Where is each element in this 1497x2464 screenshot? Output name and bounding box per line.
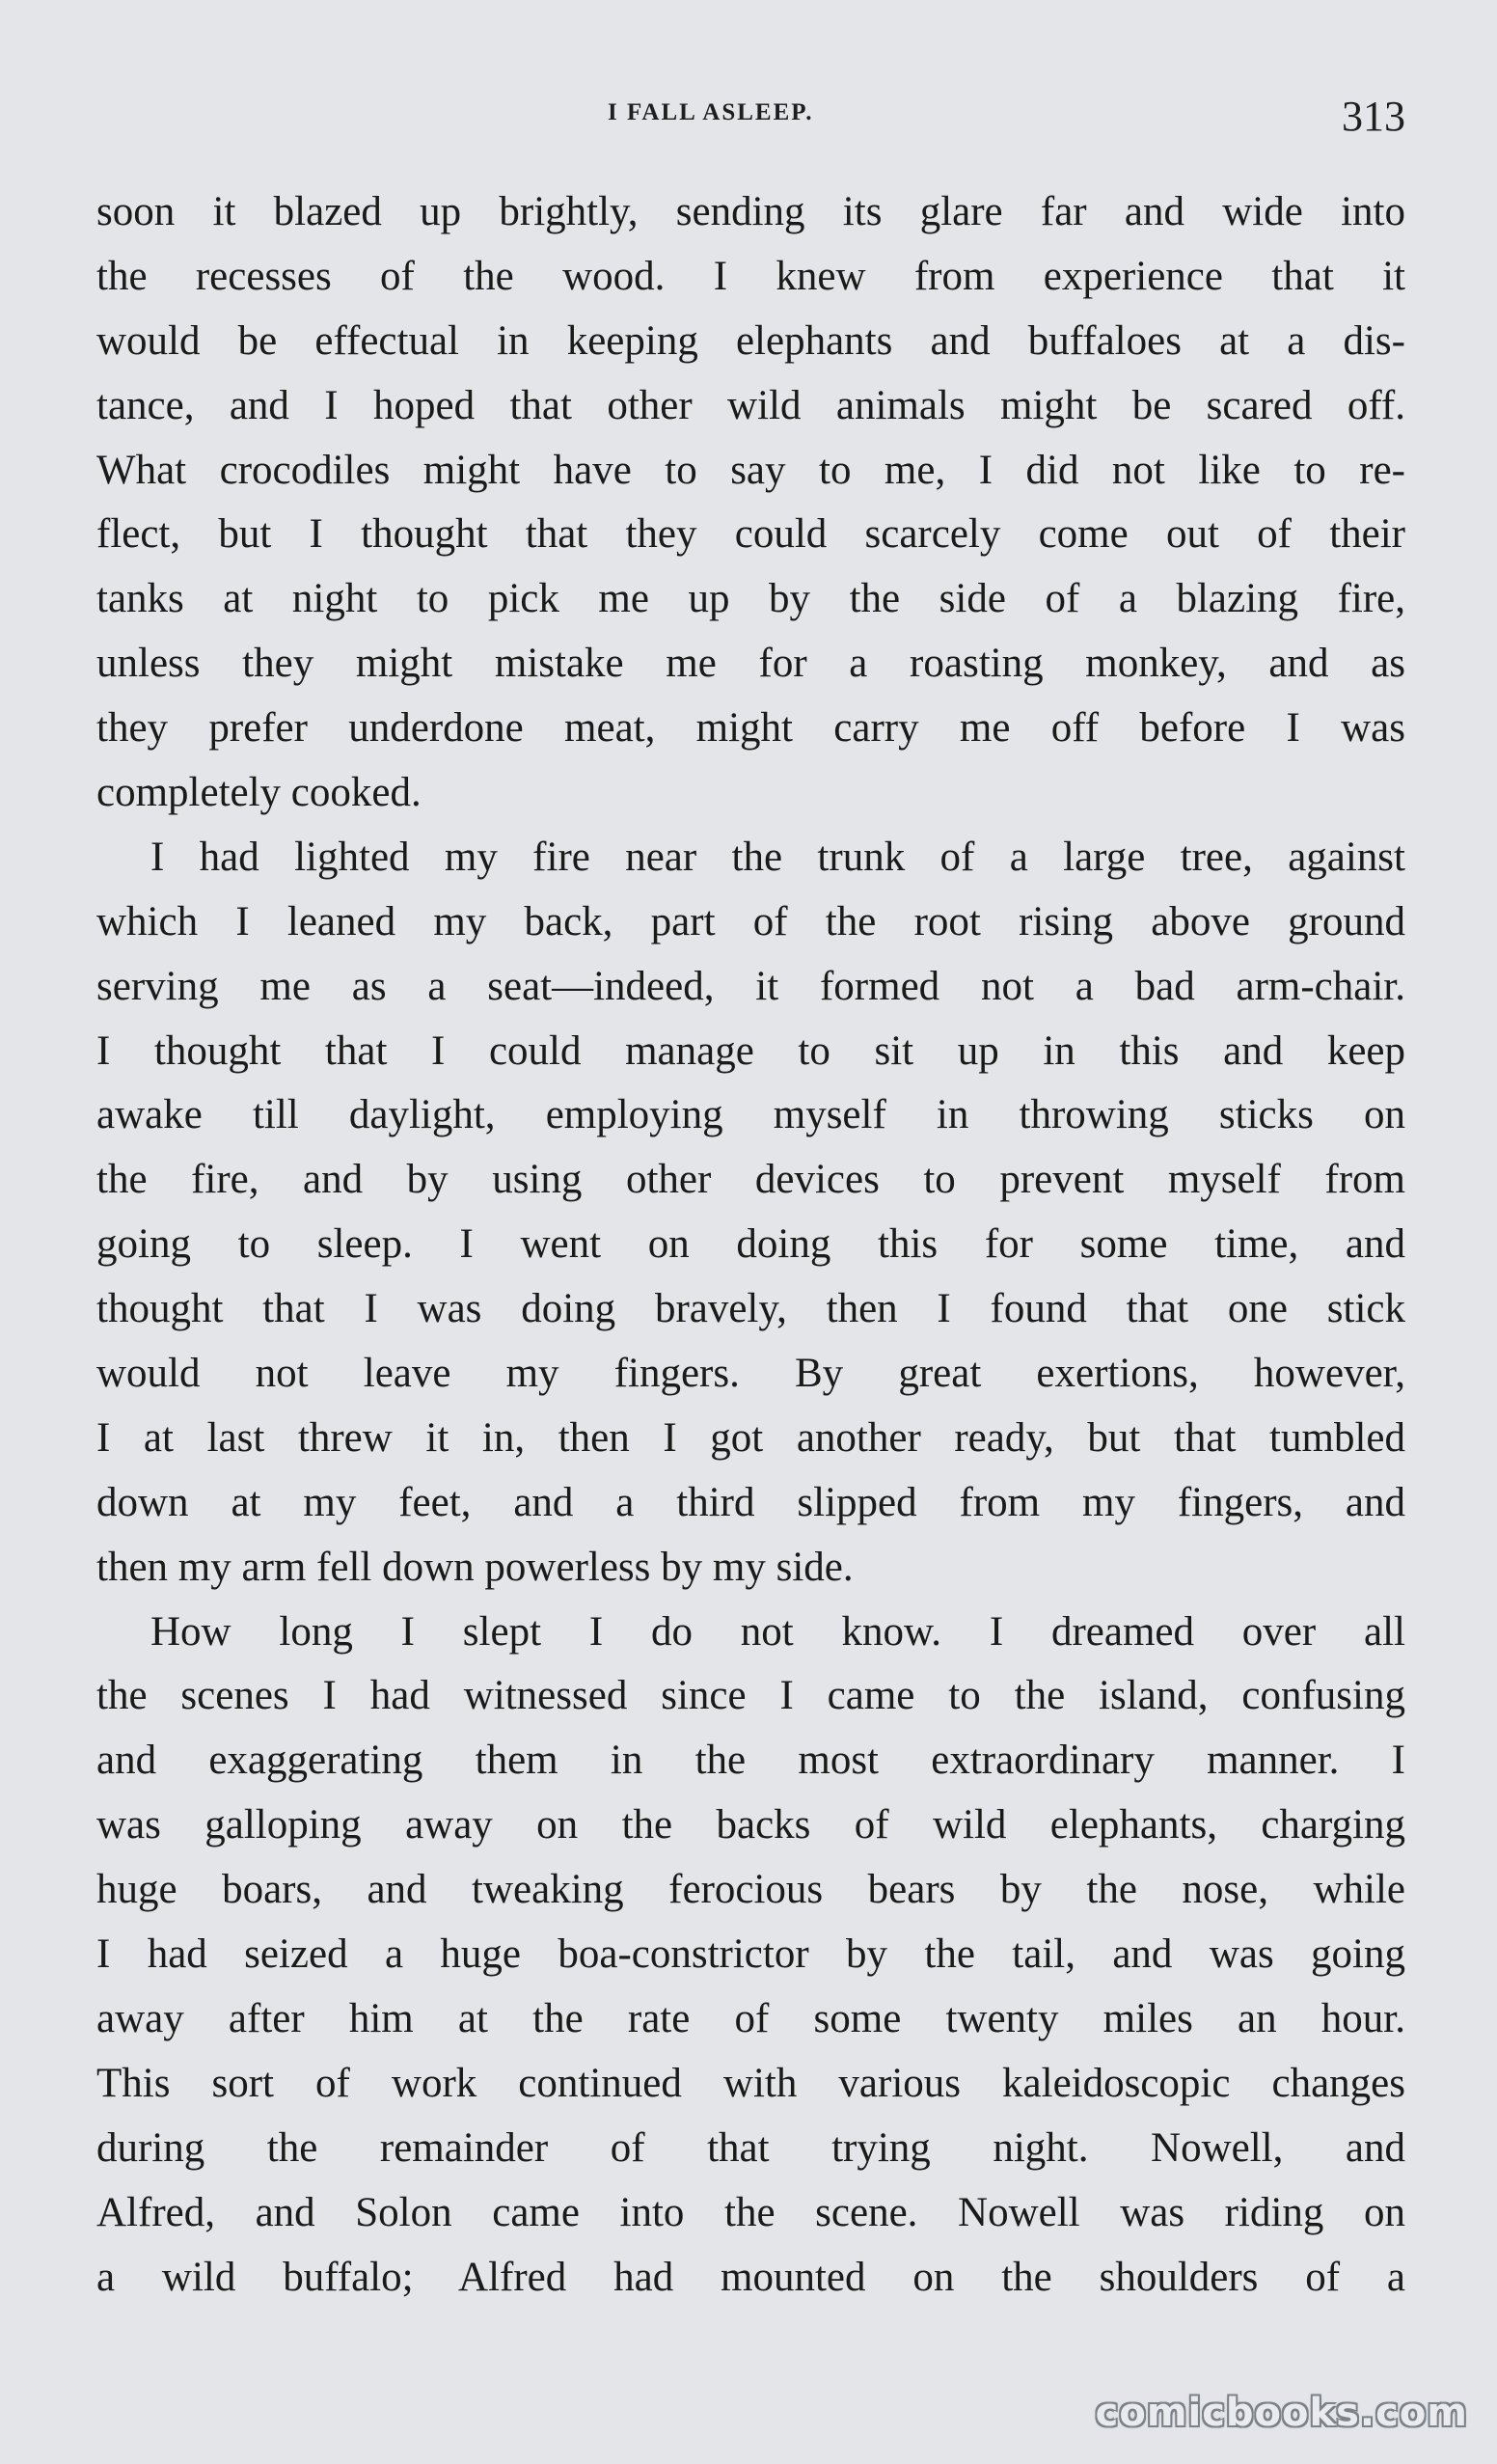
text-line: would not leave my fingers. By great exertions, however,: [96, 1351, 1405, 1397]
text-line: huge boars, and tweaking ferocious bears by the nose, while: [96, 1867, 1405, 1913]
text-line: they prefer underdone meat, might carry me off before I was: [96, 705, 1405, 752]
paragraph-end-line: then my arm fell down powerless by my side.: [96, 1544, 854, 1590]
paragraph-start-line: I had lighted my fire near the trunk of a large tree, against: [150, 834, 1405, 880]
watermark: comicbooks.com: [1095, 2391, 1468, 2435]
text-line: which I leaned my back, part of the root rising above ground: [96, 898, 1405, 945]
text-line: soon it blazed up brightly, sending its glare far and wide into: [96, 189, 1405, 234]
text-line: I at last threw it in, then I got another ready, but that tumbled: [96, 1414, 1405, 1461]
text-line: unless they might mistake me for a roasting monkey, and as: [96, 641, 1405, 687]
text-line: serving me as a seat—indeed, it formed not a bad arm-chair.: [96, 963, 1405, 1009]
text-line: was galloping away on the backs of wild elephants, charging: [96, 1802, 1405, 1848]
text-line: I thought that I could manage to sit up in this and keep: [96, 1027, 1405, 1074]
text-line: thought that I was doing bravely, then I found that one stick: [96, 1286, 1405, 1332]
running-title: I FALL ASLEEP.: [608, 99, 814, 125]
text-line: down at my feet, and a third slipped from my fingers, and: [96, 1479, 1405, 1525]
text-line: tance, and I hoped that other wild animals might be scared off.: [96, 382, 1405, 428]
text-line: going to sleep. I went on doing this for some time, and: [96, 1221, 1405, 1268]
text-line: What crocodiles might have to say to me, I did not like to re-: [96, 447, 1405, 493]
running-head: [0, 92, 1497, 150]
text-line: a wild buffalo; Alfred had mounted on the shoulders of a: [96, 2254, 1405, 2300]
text-line: the fire, and by using other devices to prevent myself from: [96, 1157, 1405, 1203]
text-line: away after him at the rate of some twenty miles an hour.: [96, 1995, 1405, 2041]
text-line: the scenes I had witnessed since I came to the island, confusing: [96, 1673, 1405, 1719]
text-line: flect, but I thought that they could scarcely come out of their: [96, 511, 1405, 558]
text-line: the recesses of the wood. I knew from experience that it: [96, 253, 1405, 299]
text-line: awake till daylight, employing myself in throwing sticks on: [96, 1092, 1405, 1138]
page-number: 313: [1342, 93, 1405, 140]
text-line: tanks at night to pick me up by the side of a blazing fire,: [96, 576, 1405, 622]
text-line: would be effectual in keeping elephants and buffaloes at a dis-: [96, 317, 1405, 364]
paragraph-start-line: How long I slept I do not know. I dreamed over all: [150, 1608, 1405, 1655]
text-line: during the remainder of that trying night. Nowell, and: [96, 2124, 1405, 2171]
text-line: and exaggerating them in the most extraordinary manner. I: [96, 1738, 1405, 1784]
text-line: I had seized a huge boa-constrictor by the tail, and was going: [96, 1931, 1405, 1978]
paragraph-end-line: completely cooked.: [96, 770, 422, 816]
text-line: This sort of work continued with various kaleidoscopic changes: [96, 2060, 1405, 2106]
body-text: [96, 180, 1405, 2310]
text-line: Alfred, and Solon came into the scene. Nowell was riding on: [96, 2189, 1405, 2235]
